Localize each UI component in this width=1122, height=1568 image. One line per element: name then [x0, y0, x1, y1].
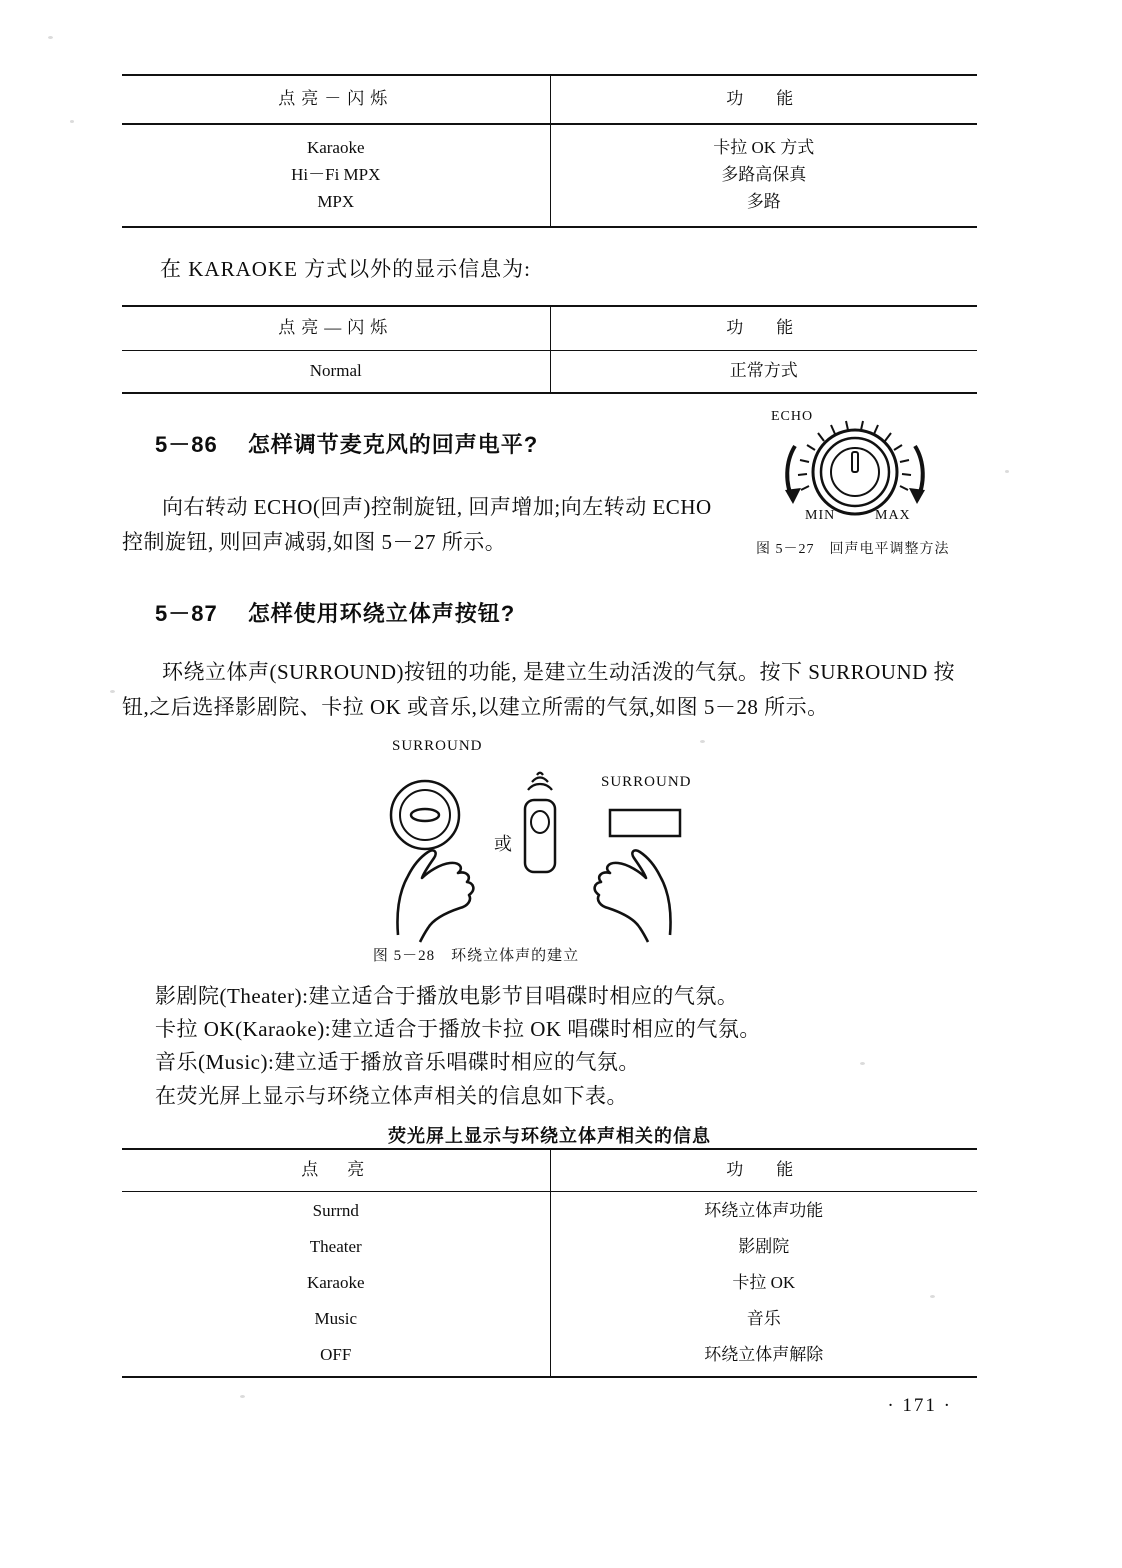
paragraph-line: 环绕立体声(SURROUND)按钮的功能, 是建立生动活泼的气氛。按下 SURROUND 按: [162, 660, 956, 684]
table-row: [122, 1336, 977, 1377]
cell-function-value: 环绕立体声功能: [704, 1200, 824, 1220]
cell-lit-value: Normal: [309, 360, 362, 380]
table-row: [122, 124, 977, 227]
section-heading-587: [155, 597, 515, 628]
table-row: [122, 350, 977, 392]
intro-sentence: 在 KARAOKE 方式以外的显示信息为:: [160, 257, 531, 281]
surround-label-right: SURROUND: [601, 774, 692, 790]
paragraph-line: 向右转动 ECHO(回声)控制旋钮, 回声增加;向左转动 ECHO: [162, 495, 712, 519]
list-item: 音乐(Music):建立适于播放音乐唱碟时相应的气氛。: [155, 1050, 640, 1075]
or-text: 或: [494, 834, 513, 854]
table-bottom-rule: [122, 227, 977, 228]
figure-caption-5-28: 图 5－28 环绕立体声的建立: [372, 948, 580, 964]
section-number: 5－87: [155, 601, 218, 626]
echo-knob-figure: [745, 400, 965, 550]
echo-min-label: MIN: [805, 508, 836, 523]
paragraph-587: [122, 655, 982, 724]
cell-function-value: 卡拉 OK 方式: [713, 137, 815, 157]
cell-function-value: 影剧院: [738, 1236, 790, 1256]
column-header-lit: 点亮—闪烁: [278, 318, 394, 337]
cell-lit-value: Music: [314, 1308, 357, 1328]
cell-lit-value: OFF: [320, 1344, 352, 1364]
column-header-function: 功 能: [726, 1160, 802, 1179]
page-number: · 171 ·: [887, 1395, 952, 1416]
scan-speck: [70, 120, 74, 123]
table-row: [122, 1300, 977, 1336]
section-title: 怎样使用环绕立体声按钮?: [247, 601, 516, 626]
cell-function-value: 卡拉 OK: [732, 1272, 796, 1292]
scan-speck: [1005, 470, 1009, 473]
table-header-row: [122, 1149, 977, 1191]
scan-speck: [48, 36, 53, 39]
cell-lit-value: Hi－Fi MPX: [291, 164, 381, 184]
scan-speck: [700, 740, 705, 743]
scan-speck: [110, 690, 115, 693]
display-info-table-normal: [122, 305, 977, 394]
section-title: 怎样调节麦克风的回声电平?: [247, 432, 539, 457]
column-header-function: 功 能: [726, 318, 802, 337]
table-header-row: [122, 75, 977, 124]
cell-lit-value: Karaoke: [306, 137, 365, 157]
cell-function-value: 多路: [746, 191, 781, 211]
table-row: [122, 1228, 977, 1264]
scan-speck: [860, 1062, 865, 1065]
figure-caption-5-27: 图 5－27 回声电平调整方法: [756, 542, 950, 557]
cell-function-value: 多路高保真: [721, 164, 807, 184]
surround-label-left: SURROUND: [392, 738, 483, 754]
cell-lit-value: Theater: [309, 1236, 362, 1256]
cell-function-value: 环绕立体声解除: [704, 1344, 824, 1364]
cell-function-value: 正常方式: [729, 360, 798, 380]
table-header-row: [122, 306, 977, 350]
surround-mode-list: [155, 980, 761, 1113]
column-header-function: 功 能: [726, 89, 802, 108]
column-header-lit: 点 亮: [301, 1160, 371, 1179]
section-heading-586: [155, 428, 538, 459]
echo-label: ECHO: [771, 409, 814, 424]
paragraph-line: 钮,之后选择影剧院、卡拉 OK 或音乐,以建立所需的气氛,如图 5－28 所示。: [122, 694, 829, 719]
section-number: 5－86: [155, 432, 218, 457]
table-bottom-rule: [122, 1377, 977, 1378]
column-header-lit: 点亮－闪烁: [278, 89, 394, 108]
echo-max-label: MAX: [875, 508, 911, 523]
table-row: [122, 1264, 977, 1300]
table-title-surround: 荧光屏上显示与环绕立体声相关的信息: [388, 1126, 711, 1146]
list-item: 卡拉 OK(Karaoke):建立适合于播放卡拉 OK 唱碟时相应的气氛。: [155, 1017, 761, 1042]
list-item: 在荧光屏上显示与环绕立体声相关的信息如下表。: [155, 1083, 628, 1108]
cell-lit-value: Karaoke: [306, 1272, 365, 1292]
paragraph-line: 控制旋钮, 则回声减弱,如图 5－27 所示。: [122, 529, 507, 554]
display-info-table-karaoke: [122, 74, 977, 228]
cell-lit-value: Surrnd: [312, 1200, 359, 1220]
table-row: [122, 1191, 977, 1227]
table-bottom-rule: [122, 393, 977, 394]
surround-button-figure: [370, 738, 730, 945]
cell-function-value: 音乐: [746, 1308, 781, 1328]
surround-display-info-table: [122, 1148, 977, 1378]
list-item: 影剧院(Theater):建立适合于播放电影节目唱碟时相应的气氛。: [155, 984, 739, 1008]
cell-lit-value: MPX: [317, 191, 355, 211]
